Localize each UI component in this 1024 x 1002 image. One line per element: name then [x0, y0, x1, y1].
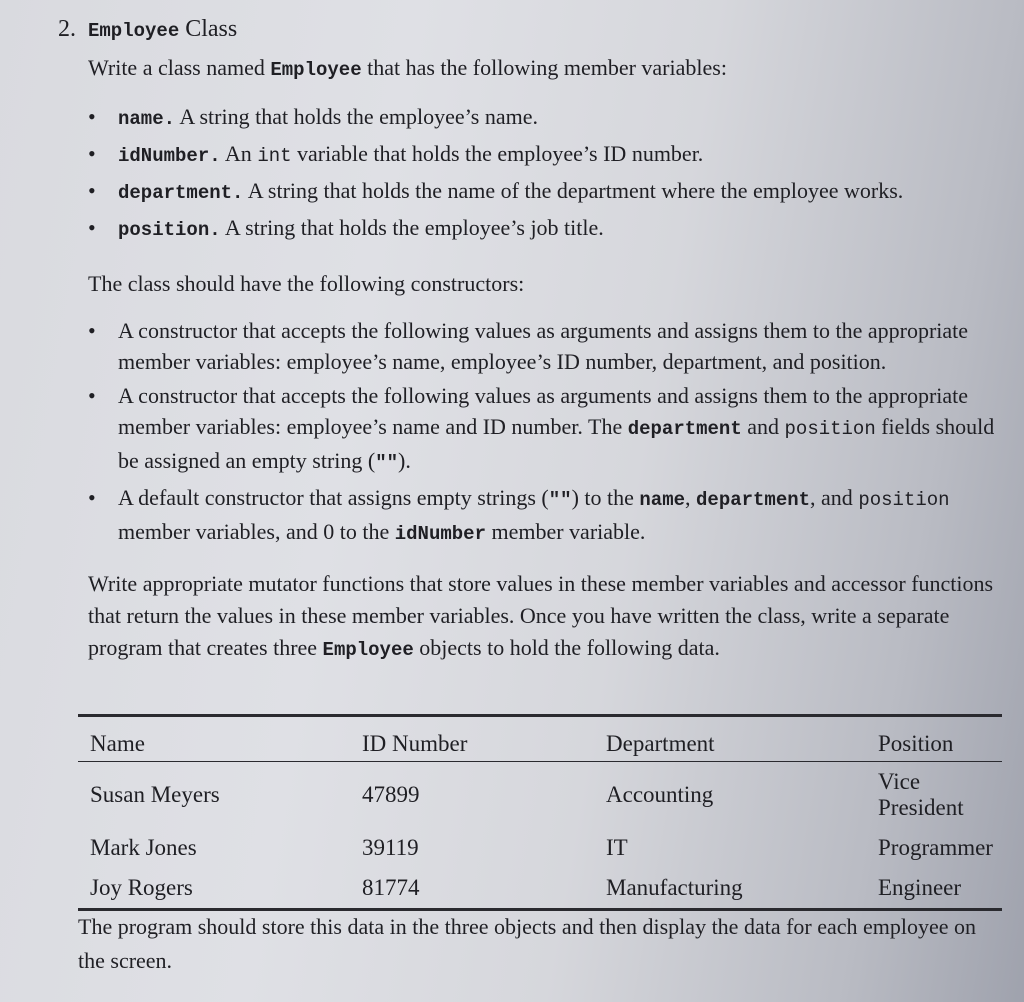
ctor-3-code3: department — [696, 489, 811, 511]
ctor-3-code5: idNumber — [394, 523, 486, 545]
ctor-3-c: , — [685, 485, 691, 510]
column-header: ID Number — [362, 731, 468, 756]
table-cell: 39119 — [362, 835, 419, 860]
column-header: Position — [878, 731, 954, 756]
mutator-code: Employee — [322, 639, 414, 661]
ctor-3-code1: "" — [548, 489, 572, 511]
mutator-paragraph — [88, 568, 1003, 666]
list-item — [88, 138, 998, 172]
ctor-3-b: ) to the — [571, 485, 634, 510]
table-row — [78, 868, 1002, 908]
ctor-2-code1: department — [627, 418, 742, 440]
var-pos-code: position. — [118, 219, 221, 241]
table-cell: Engineer — [878, 875, 962, 900]
ctor-3-e: member variables, and 0 to the — [118, 519, 390, 544]
ctor-3-code4: position — [858, 489, 950, 511]
table-header-row — [78, 717, 1002, 761]
ctor-2-d: ). — [398, 448, 411, 473]
table-cell: IT — [606, 835, 628, 860]
ctor-2-c: fields should be assigned an empty string ( — [118, 414, 995, 473]
exercise-title — [58, 16, 237, 43]
footer-paragraph: The program should store this data in the three objects and then display the data for each employee on the screen. — [78, 914, 977, 973]
table-cell: Mark Jones — [90, 835, 197, 860]
ctor-2-code2: position — [784, 418, 876, 440]
table-cell: 81774 — [362, 875, 420, 900]
member-variables-list — [88, 101, 998, 249]
intro-pre: Write a class named — [88, 55, 265, 80]
var-dept-code: department. — [118, 182, 244, 204]
ctor-3-code2: name — [639, 489, 686, 511]
intro-post: that has the following member variables: — [367, 55, 727, 80]
constructors-list — [88, 315, 998, 553]
ctor-1-text: A constructor that accepts the following values as arguments and assigns them to the appropriate member variables: employee’s name, employee’s ID number, department, and position. — [118, 318, 969, 374]
constructors-heading: The class should have the following constructors: — [88, 271, 525, 296]
intro-code: Employee — [270, 59, 362, 81]
list-item — [88, 482, 998, 550]
list-item — [88, 101, 998, 135]
ctor-3-f: member variable. — [491, 519, 646, 544]
title-code: Employee — [88, 20, 180, 42]
table-cell: Vice President — [878, 769, 964, 820]
table-row — [78, 828, 1002, 868]
exercise-number: 2. — [58, 16, 76, 42]
list-item — [88, 315, 998, 377]
var-pos-text: A string that holds the employee’s job title. — [224, 215, 604, 240]
table-cell: Programmer — [878, 835, 993, 860]
list-item — [88, 380, 998, 479]
ctor-2-code3: "" — [375, 452, 399, 474]
var-id-text: variable that holds the employee’s ID number. — [297, 141, 704, 166]
table-cell: 47899 — [362, 782, 420, 807]
var-name-text: A string that holds the employee’s name. — [179, 104, 538, 129]
title-text: Class — [185, 16, 238, 42]
table-row — [78, 762, 1002, 828]
table-cell: Joy Rogers — [90, 875, 193, 900]
ctor-2-b: and — [747, 414, 780, 439]
mutator-text-a: Write appropriate mutator functions that store values in these member variables and accessor functions that return the values in these member variables. Once you have written the class, write a separate program that creates three — [88, 571, 994, 660]
column-header: Name — [90, 731, 145, 756]
table-cell: Manufacturing — [606, 875, 743, 900]
var-id-type: int — [257, 145, 292, 167]
var-id-code: idNumber. — [118, 145, 221, 167]
table-cell: Accounting — [606, 782, 714, 807]
intro-paragraph — [88, 52, 1008, 86]
list-item — [88, 175, 998, 209]
ctor-2-a: A constructor that accepts the following values as arguments and assigns them to the appropriate member variables: employee’s name and ID number. The — [118, 383, 969, 439]
mutator-text-b: objects to hold the following data. — [419, 635, 720, 660]
column-header: Department — [606, 731, 715, 756]
list-item — [88, 212, 998, 246]
table-cell: Susan Meyers — [90, 782, 220, 807]
var-id-pre: An — [224, 141, 252, 166]
var-name-code: name. — [118, 108, 176, 130]
ctor-3-a: A default constructor that assigns empty strings ( — [118, 485, 549, 510]
ctor-3-d: , and — [810, 485, 853, 510]
employee-data-table — [78, 714, 1002, 911]
var-dept-text: A string that holds the name of the department where the employee works. — [247, 178, 904, 203]
